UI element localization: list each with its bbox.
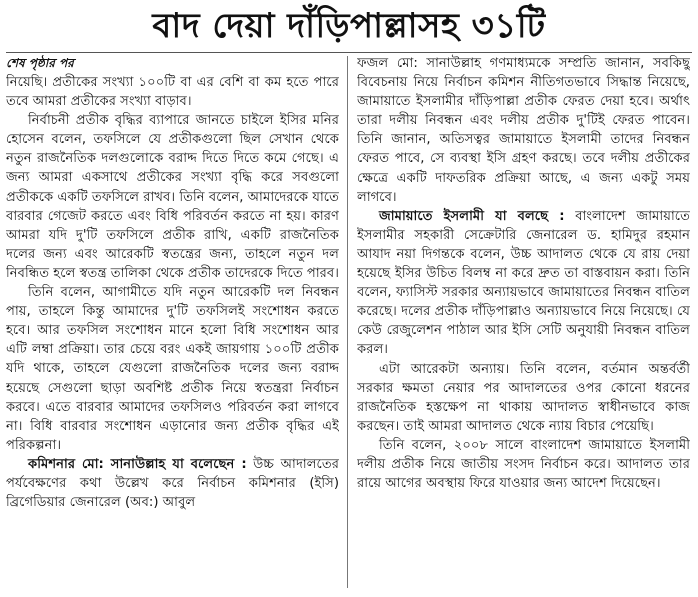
left-subhead: কমিশনার মো: সানাউল্লাহ যা বলেছেন : (28, 456, 247, 472)
right-column (357, 54, 690, 592)
left-subhead-text: উচ্চ আদালতের পর্যবেক্ষণের কথা উল্লেখ করে নির্বাচন কমিশনার (ইসি) ব্রিগেডিয়ার জেনারেল (অব:) আবুল (6, 456, 339, 511)
left-subhead-paragraph (6, 455, 339, 512)
left-column (6, 54, 339, 592)
headline-rule (6, 52, 692, 53)
right-paragraph-2: এটা আরেকটা অন্যায়। তিনি বলেন, বর্তমান অন্তর্বর্তী সরকার ক্ষমতা নেয়ার পর আদালতের ওপর কোনো ধরনের রাজনৈতিক হস্তক্ষেপ না থাকায় আদালত স্বাধীনভাবে কাজ করছেন। তাই আমরা আদালত থেকে ন্যায় বিচার পেয়েছি। (357, 361, 690, 434)
left-paragraph-1: নিয়েছি। প্রতীকের সংখ্যা ১০০টি বা এর বেশি বা কম হতে পারে তবে আমরা প্রতীকের সংখ্যা বাড়াব। (6, 75, 339, 110)
left-paragraph-2: নির্বাচনী প্রতীক বৃদ্ধির ব্যাপারে জানতে চাইলে ইসির মনির হোসেন বলেন, তফসিলে যে প্রতীকগুলো ছিল সেখান থেকে নতুন রাজনৈতিক দলগুলোকে বরাদ্দ দিতে দিতে কমে গেছে। এ জন্য আমরা একসাথে প্রতীকের সংখ্যা বৃদ্ধি করে সবগুলো প্রতীককে একটি তফসিলে রাখব। তিনি বলেন, আমাদেরকে যাতে বারবার গেজেট করতে এবং বিধি পরিবর্তন করতে না হয়। কারণ আমরা যদি দু'টি তফসিলে প্রতীক রাখি, একটি রাজনৈতিক দলের জন্য এবং আরেকটি স্বতন্ত্রের জন্য, তাহলে নতুন দল নিবন্ধিত হলে স্বতন্ত্র তালিকা থেকে প্রতীক তাদেরকে দিতে পারব। (6, 113, 339, 281)
right-subhead-text: বাংলাদেশ জামায়াতে ইসলামীর সহকারী সেক্রেটারি জেনারেল ড. হামিদুর রহমান আযাদ নয়া দিগন্তকে বলেন, উচ্চ আদালত থেকে যে রায় দেয়া হয়েছে ইসির উচিত বিলম্ব না করে দ্রুত তা বাস্তবায়ন করা। তিনি বলেন, ফ্যাসিস্ট সরকার অন্যায়ভাবে জামায়াতের নিবন্ধন বাতিল করেছে। দলের প্রতীক দাঁড়িপাল্লাও অন্যায়ভাবে নিয়ে নিয়েছে। যে কেউ রেজুলেশন পাঠাল আর ইসি সেটি অনুযায়ী নিবন্ধন বাতিল করল। (357, 208, 690, 358)
right-paragraph-3: তিনি বলেন, ২০০৮ সালে বাংলাদেশ জামায়াতে ইসলামী দলীয় প্রতীক নিয়ে জাতীয় সংসদ নির্বাচন করে। আদালত তার রায়ে আগের অবস্থায় ফিরে যাওয়ার জন্য আদেশ দিয়েছেন। (357, 437, 690, 492)
continuation-label: শেষ পৃষ্ঠার পর (6, 56, 74, 70)
right-subhead: জামায়াতে ইসলামী যা বলছে : (379, 208, 565, 224)
left-paragraph-3: তিনি বলেন, আগামীতে যদি নতুন আরেকটি দল নিবন্ধন পায়, তাহলে কিন্তু আমাদের দু'টি তফসিলই সংশোধন করতে হবে। আর তফসিল সংশোধন মানে হলো বিধি সংশোধন আর এটি লম্বা প্রক্রিয়া। তার চেয়ে বরং একই জায়গায় ১০০টি প্রতীক যদি থাকে, তাহলে যেগুলো রাজনৈতিক দলের জন্য বরাদ্দ হয়েছে সেগুলো ছাড়া অবশিষ্ট প্রতীক নিয়ে স্বতন্ত্ররা নির্বাচন করবে। এতে বারবার আমাদের তফসিলও পরিবর্তন করা লাগবে না। বিধি বারবার সংশোধন এড়ানোর জন্য প্রতীক বৃদ্ধির এই পরিকল্পনা। (6, 285, 339, 453)
headline: বাদ দেয়া দাঁড়িপাল্লাসহ ৩১টি (152, 6, 546, 46)
column-divider (347, 56, 348, 588)
right-paragraph-1: ফজল মো: সানাউল্লাহ গণমাধ্যমকে সম্প্রতি জানান, সবকিছু বিবেচনায় নিয়ে নির্বাচন কমিশন নীতিগতভাবে সিদ্ধান্ত নিয়েছে, জামায়াতে ইসলামীর দাঁড়িপাল্লা প্রতীক ফেরত দেয়া হবে। অর্থাৎ তারা দলীয় নিবন্ধন এবং দলীয় প্রতীক দু'টিই ফেরত পাবেন। তিনি জানান, অতিসত্বর জামায়াতে ইসলামী তাদের নিবন্ধন ফেরত পাবে, সে ব্যবস্থা ইসি গ্রহণ করছে। তবে দলীয় প্রতীকের ক্ষেত্রে একটি দাফতরিক প্রক্রিয়া আছে, এ জন্য একটু সময় লাগবে। (357, 56, 690, 205)
right-subhead-paragraph (357, 207, 690, 360)
